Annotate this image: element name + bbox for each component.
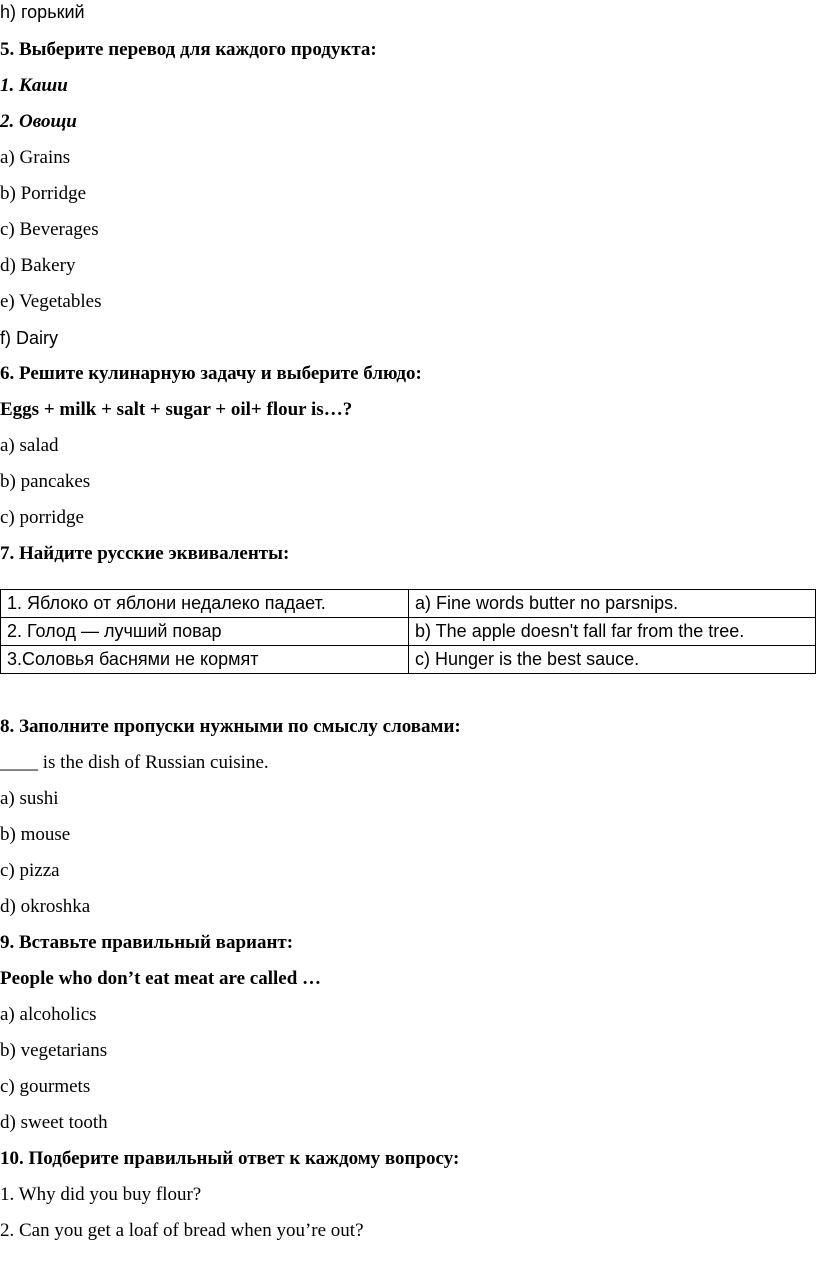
question-5-option-f: f) Dairy <box>0 328 58 348</box>
question-10-item-1: 1. Why did you buy flour? <box>0 1184 202 1205</box>
question-9-option-c: c) gourmets <box>0 1076 91 1097</box>
question-10-title: 10. Подберите правильный ответ к каждому вопросу: <box>0 1148 460 1169</box>
question-8-option-a: a) sushi <box>0 788 59 809</box>
table-cell-english: c) Hunger is the best sauce. <box>409 646 816 674</box>
question-5-option-a: a) Grains <box>0 147 71 168</box>
question-6-option-c: c) porridge <box>0 507 84 528</box>
question-6-option-b: b) pancakes <box>0 471 91 492</box>
table-cell-russian: 3.Соловья баснями не кормят <box>1 646 409 674</box>
question-6-title: 6. Решите кулинарную задачу и выберите блюдо: <box>0 363 422 384</box>
table-row <box>1 618 816 646</box>
question-8-question: ____ is the dish of Russian cuisine. <box>0 752 269 773</box>
question-6-question: Eggs + milk + salt + sugar + oil+ flour is…? <box>0 399 353 420</box>
question-5-option-d: d) Bakery <box>0 255 76 276</box>
table-cell-russian: 2. Голод — лучший повар <box>1 618 409 646</box>
question-5-option-e: e) Vegetables <box>0 291 102 312</box>
question-9-title: 9. Вставьте правильный вариант: <box>0 932 294 953</box>
question-9-option-d: d) sweet tooth <box>0 1112 108 1133</box>
table-row <box>1 590 816 618</box>
question-5-item-1: 1. Каши <box>0 75 68 96</box>
question-9-question: People who don’t eat meat are called … <box>0 968 322 989</box>
question-8-option-b: b) mouse <box>0 824 71 845</box>
question-8-option-c: c) pizza <box>0 860 60 881</box>
question-5-option-b: b) Porridge <box>0 183 87 204</box>
question-8-title: 8. Заполните пропуски нужными по смыслу словами: <box>0 716 461 737</box>
equivalents-table <box>0 589 816 674</box>
question-8-option-d: d) okroshka <box>0 896 91 917</box>
question-9-option-a: a) alcoholics <box>0 1004 97 1025</box>
table-cell-english: a) Fine words butter no parsnips. <box>409 590 816 618</box>
question-7-title: 7. Найдите русские эквиваленты: <box>0 543 290 564</box>
question-5-item-2: 2. Овощи <box>0 111 77 132</box>
table-row <box>1 646 816 674</box>
table-cell-russian: 1. Яблоко от яблони недалеко падает. <box>1 590 409 618</box>
question-5-option-c: c) Beverages <box>0 219 99 240</box>
question-9-option-b: b) vegetarians <box>0 1040 108 1061</box>
question-5-title: 5. Выберите перевод для каждого продукта: <box>0 39 377 60</box>
question-10-item-2: 2. Can you get a loaf of bread when you’re out? <box>0 1220 364 1241</box>
answer-option-h: h) горький <box>0 2 85 22</box>
question-6-option-a: a) salad <box>0 435 59 456</box>
table-cell-english: b) The apple doesn't fall far from the tree. <box>409 618 816 646</box>
